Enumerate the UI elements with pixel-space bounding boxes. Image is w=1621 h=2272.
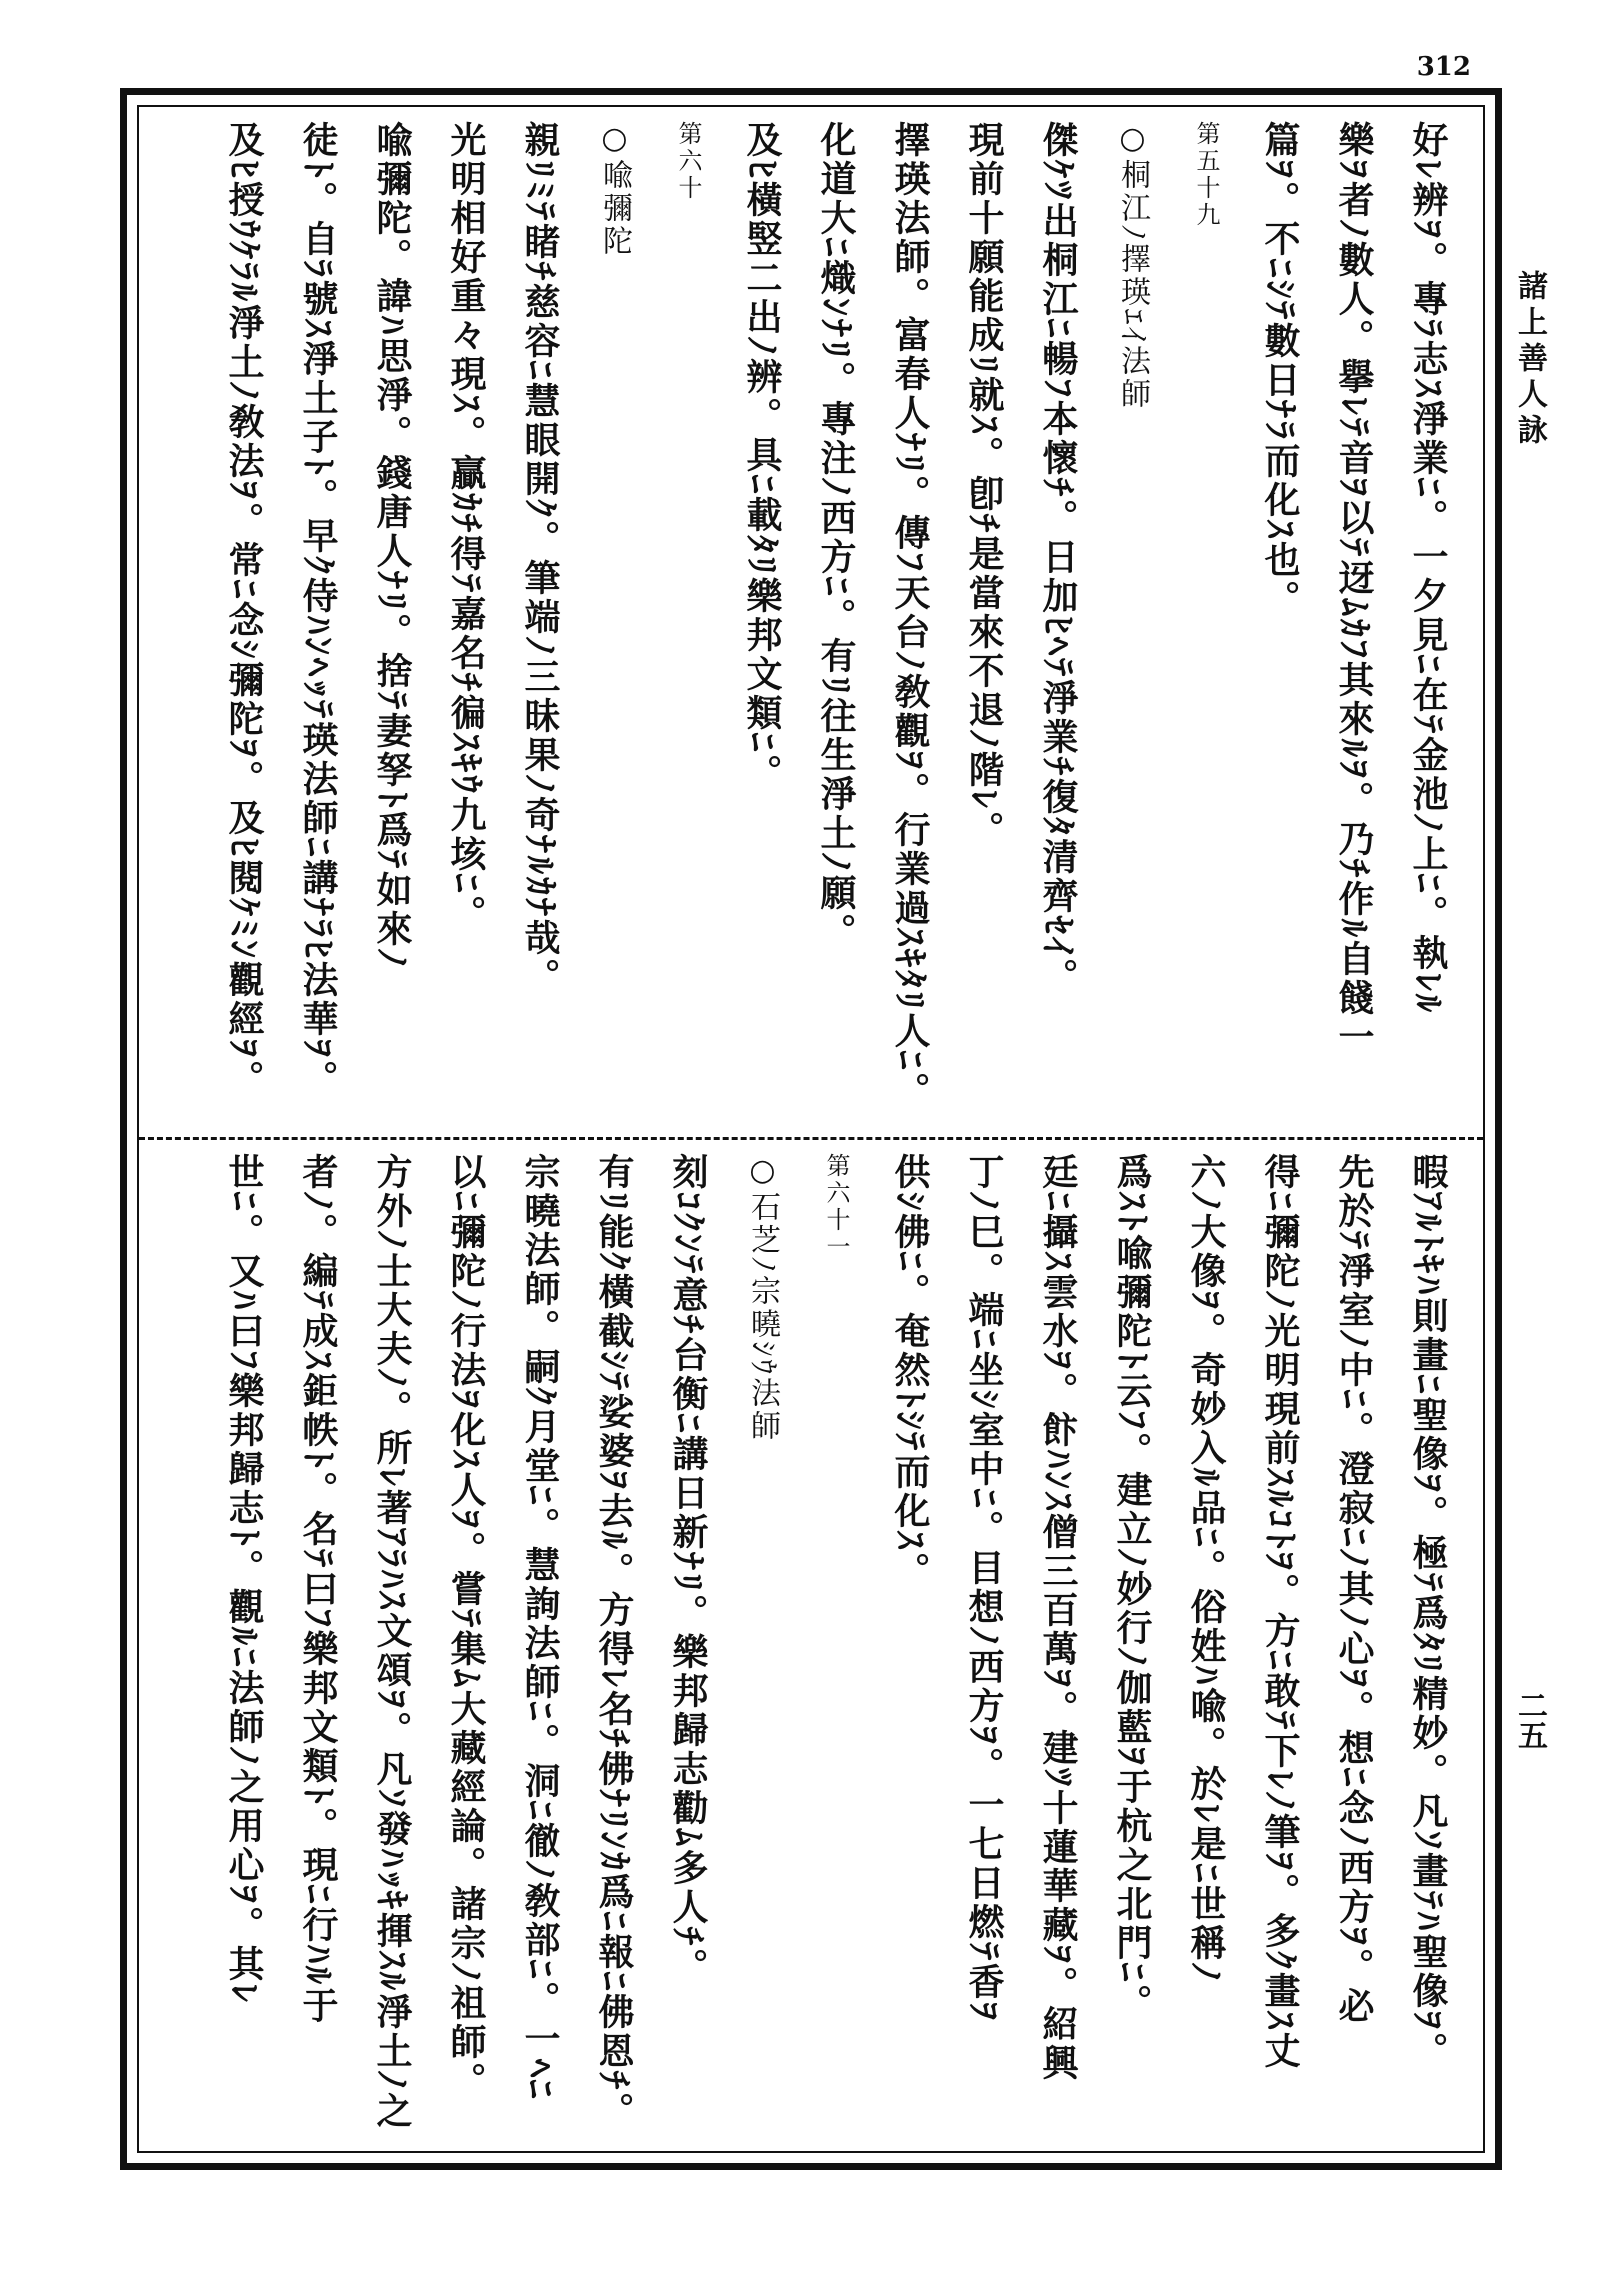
lower-column-4: 六ﾉ大像ｦ。奇妙入ﾙ品ﾆ。俗姓ﾊ喩。於ﾚ是ﾆ世稱ﾉ	[1185, 1153, 1227, 1984]
lower-column-16: 者ﾉ。編ﾃ成ｽ鉅帙ﾄ。名ﾃ曰ﾌ樂邦文類ﾄ。現ﾆ行ﾊﾙ于	[297, 1153, 339, 2026]
page-frame	[120, 88, 1502, 2170]
lower-column-6: 廷ﾆ攝ｽ雲水ｦ。飰ﾊﾝｽ僧三百萬ｦ。建ﾂ十蓮華藏ｦ。紹興	[1037, 1153, 1079, 2083]
lower-column-15: 方外ﾉ士大夫ﾉ。所ﾚ著ｱﾗﾊｽ文頌ｦ。凡ｿ發ﾊｯｷ揮ｽﾙ淨土ﾉ之	[371, 1153, 413, 2131]
folio-number: 二五	[1512, 1690, 1547, 1750]
upper-column-13: 親ﾘﾐﾃ睹ﾁ慈容ﾆ慧眼開ｸ。筆端ﾉ三昧果ﾉ奇ﾅﾙｶﾅ哉。	[519, 121, 561, 997]
upper-column-10: 及ﾋ橫竪二出ﾉ辨。具ﾆ載ﾀﾘ樂邦文類ﾆ。	[741, 121, 783, 793]
lower-column-14: 以ﾆ彌陀ﾉ行法ｦ化ｽ人ｦ。嘗ﾃ集ﾑ大藏經論。諸宗ﾉ祖師。	[445, 1153, 487, 2101]
lower-column-8: 供ｼ佛ﾆ。奄然ﾄｼﾃ而化ｽ。	[889, 1153, 931, 1591]
lower-column-2: 先於ﾃ淨室ﾉ中ﾆ。澄寂ﾆﾉ其ﾉ心ｦ。想ﾆ念ﾉ西方ｦ。必	[1333, 1153, 1375, 2026]
upper-column-4: 第五十九	[1192, 121, 1220, 229]
upper-column-3: 篇ｦ。不ﾆｼﾃ數日ﾅﾗ而化ｽ也。	[1259, 121, 1301, 619]
lower-column-11: 刻ｺｸﾝﾃ意ﾁ台衡ﾆ講日新ﾅﾘ。樂邦歸志勸ﾑ多人ﾁ。	[667, 1153, 709, 1987]
page-number: 312	[1416, 52, 1471, 82]
running-head: 諸上善人詠	[1512, 270, 1547, 450]
upper-column-6: 傑ｹﾂ出桐江ﾆ暢ﾌ本懷ﾁ。日加ﾋﾍﾃ淨業ﾁ復ﾀ清齊ｾｲ。	[1037, 121, 1079, 997]
inner-frame	[137, 105, 1485, 2153]
upper-column-15: 喩彌陀。諱ﾊ思淨。錢唐人ﾅﾘ。捨ﾃ妻孥ﾄ爲ﾃ如來ﾉ	[371, 121, 413, 970]
upper-column-14: 光明相好重々現ｽ。贏ｶﾁ得ﾃ嘉名ﾁ徧ｽｷｳ九垓ﾆ。	[445, 121, 487, 934]
upper-column-2: 樂ｦ者ﾉ數人。擧ﾚﾃ音ｦ以ﾃ迓ﾑｶﾌ其來ﾙｦ。乃ﾁ作ﾙ自餞一	[1333, 121, 1375, 1057]
lower-register	[163, 1153, 1459, 2153]
register-divider	[139, 1137, 1483, 1140]
lower-column-7: 丁ﾉ巳。端ﾆ坐ｼ室中ﾆ。目想ﾉ西方ｦ。一七日燃ﾃ香ｦ	[963, 1153, 1005, 2023]
lower-column-13: 宗曉法師。嗣ｸ月堂ﾆ。慧詢法師ﾆ。洞ﾆ徹ﾉ敎部ﾆ。一ﾍﾆ	[519, 1153, 561, 2101]
upper-column-9: 化道大ﾆ熾ﾝﾅﾘ。專注ﾉ西方ﾆ。有ﾘ往生淨土ﾉ願。	[815, 121, 857, 952]
lower-column-12: 有ﾘ能ｸ橫截ｼﾃ娑婆ｦ去ﾙ。方得ﾚ名ﾁ佛ﾅﾘﾝｶ爲ﾆ報ﾆ佛恩ﾁ。	[593, 1153, 635, 2131]
upper-column-17: 及ﾋ授ｳｹﾗﾙ淨土ﾉ敎法ｦ。常ﾆ念ｼ彌陀ｦ。及ﾋ閱ｹﾐﾝ觀經ｦ。	[223, 121, 265, 1099]
upper-column-11: 第六十	[674, 121, 702, 202]
lower-column-10: ○石芝ﾉ宗曉ｼｳ法師	[745, 1153, 780, 1443]
lower-column-9: 第六十一	[822, 1153, 850, 1261]
upper-column-5: ○桐江ﾉ擇瑛ｴｲ法師	[1115, 121, 1150, 411]
upper-column-12: ○喩彌陀	[597, 121, 632, 258]
upper-column-8: 擇瑛法師。富春人ﾅﾘ。傳ﾌ天台ﾉ敎觀ｦ。行業過ｽｷﾀﾘ人ﾆ。	[889, 121, 931, 1111]
upper-column-7: 現前十願能成ﾘ就ｽ。卽ﾁ是當來不退ﾉ階ﾚ。	[963, 121, 1005, 850]
lower-column-1: 暇ｱﾙﾄｷﾊ則畫ﾆ聖像ｦ。極ﾃ爲ﾀﾘ精妙。凡ｿ畫ﾃﾊ聖像ｦ。	[1407, 1153, 1449, 2071]
lower-column-3: 得ﾆ彌陀ﾉ光明現前ｽﾙｺﾄｦ。方ﾆ敢ﾃ下ﾚﾉ筆ｦ。多ｸ畫ｽ丈	[1259, 1153, 1301, 2071]
lower-column-17: 世ﾆ。又ﾊ曰ﾌ樂邦歸志ﾄ。觀ﾙﾆ法師ﾉ之用心ｦ。其ﾚ	[223, 1153, 265, 2005]
upper-column-1: 好ﾚ辨ｦ。專ﾗ志ｽ淨業ﾆ。一夕見ﾆ在ﾃ金池ﾉ上ﾆ。執ﾚﾙ	[1407, 121, 1449, 1015]
lower-column-5: 爲ｽﾄ喩彌陀ﾄ云ﾌ。建立ﾉ妙行ﾉ伽藍ｦ于杭之北門ﾆ。	[1111, 1153, 1153, 2023]
upper-column-16: 徒ﾄ。自ﾗ號ｽ淨土子ﾄ。早ｸ侍ﾊﾝﾍｯﾃ瑛法師ﾆ講ﾅﾗﾋ法華ｦ。	[297, 121, 339, 1099]
upper-register	[163, 121, 1459, 1121]
